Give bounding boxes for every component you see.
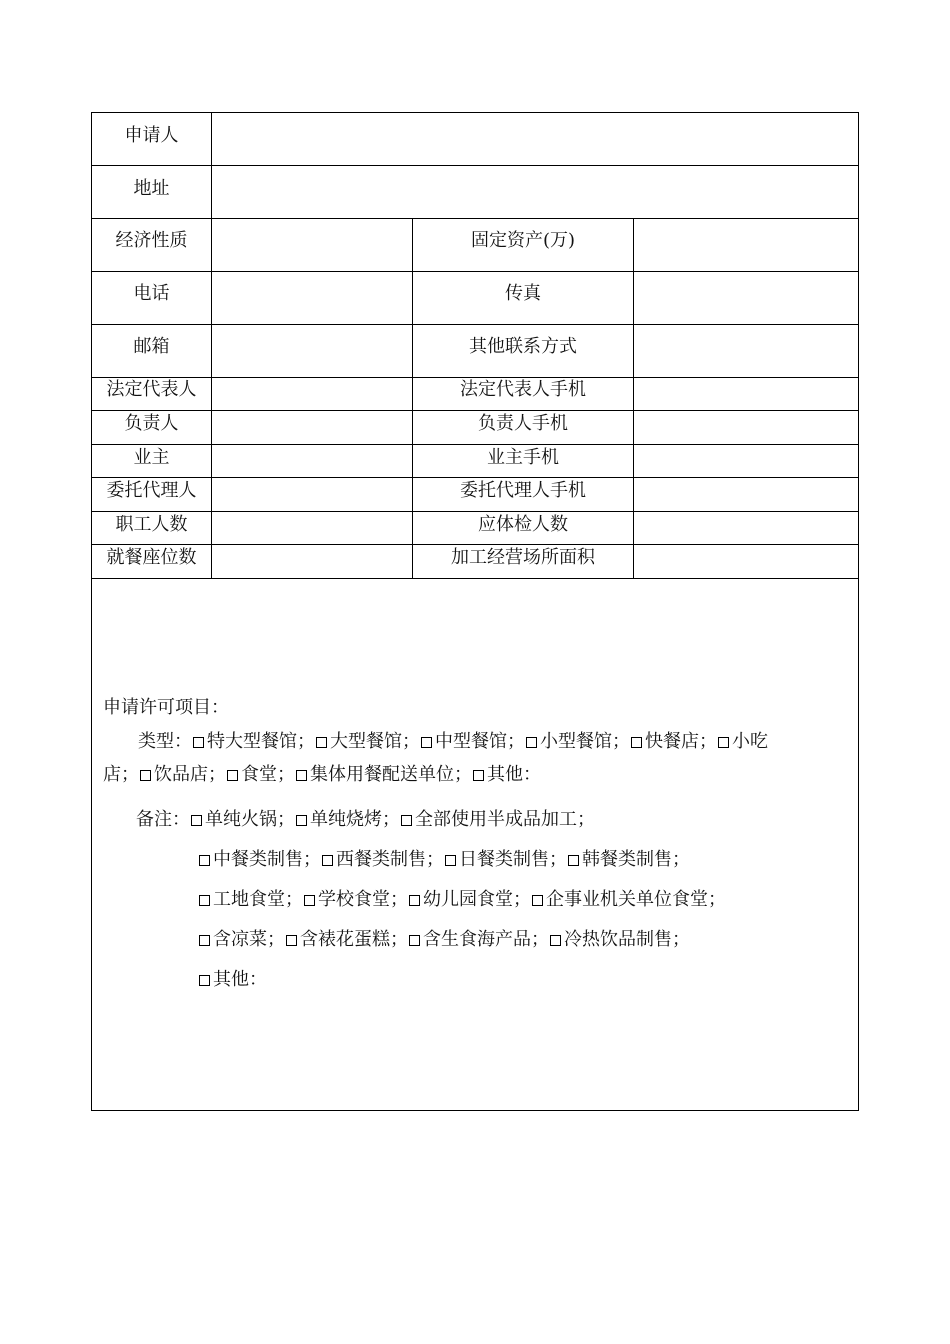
employees-field[interactable] <box>212 512 412 544</box>
checkbox-icon[interactable] <box>568 855 579 866</box>
checkbox-icon[interactable] <box>199 935 210 946</box>
checkbox-icon[interactable] <box>401 815 412 826</box>
checkbox-icon[interactable] <box>532 895 543 906</box>
checkbox-icon[interactable] <box>199 895 210 906</box>
seats-field[interactable] <box>212 545 412 578</box>
note-option[interactable]: 幼儿园食堂； <box>408 889 531 910</box>
type-option[interactable]: 小吃 <box>717 731 768 752</box>
note-option[interactable]: 冷热饮品制售； <box>549 929 690 950</box>
legal-rep-label: 法定代表人 <box>106 379 197 400</box>
phone-label: 电话 <box>133 283 170 304</box>
health-check-field[interactable] <box>634 512 858 544</box>
checkbox-icon[interactable] <box>199 855 210 866</box>
type-option[interactable]: 集体用餐配送单位； <box>295 764 472 785</box>
owner-phone-field[interactable] <box>634 445 858 477</box>
type-option[interactable]: 快餐店； <box>630 731 717 752</box>
address-label: 地址 <box>133 178 170 199</box>
applicant-label: 申请人 <box>124 125 179 146</box>
checkbox-icon[interactable] <box>316 737 327 748</box>
type-option[interactable]: 食堂； <box>226 764 295 785</box>
checkbox-icon[interactable] <box>631 737 642 748</box>
note-option[interactable]: 日餐类制售； <box>444 849 567 870</box>
legal-rep-phone-label: 法定代表人手机 <box>460 379 586 400</box>
person-in-charge-label: 负责人 <box>124 413 179 434</box>
agent-label: 委托代理人 <box>106 480 197 501</box>
checkbox-icon[interactable] <box>296 770 307 781</box>
other-contact-label: 其他联系方式 <box>469 336 577 357</box>
checkbox-icon[interactable] <box>445 855 456 866</box>
note-option[interactable]: 学校食堂； <box>303 889 408 910</box>
person-in-charge-phone-field[interactable] <box>634 411 858 444</box>
applicant-field[interactable] <box>212 113 858 165</box>
checkbox-icon[interactable] <box>421 737 432 748</box>
checkbox-icon[interactable] <box>409 895 420 906</box>
note-option[interactable]: 其他： <box>198 969 267 990</box>
license-items-title: 申请许可项目： <box>103 697 229 718</box>
fixed-assets-field[interactable] <box>634 219 858 271</box>
note-option[interactable]: 工地食堂； <box>198 889 303 910</box>
agent-field[interactable] <box>212 478 412 511</box>
person-in-charge-field[interactable] <box>212 411 412 444</box>
type-option[interactable]: 特大型餐馆； <box>192 731 315 752</box>
note-line-4 <box>198 930 690 950</box>
note-option[interactable]: 含裱花蛋糕； <box>285 929 408 950</box>
type-line-2: 店； 饮品店； 食堂； 集体用餐配送单位； 其他： <box>103 764 541 785</box>
type-option[interactable]: 大型餐馆； <box>315 731 420 752</box>
checkbox-icon[interactable] <box>199 975 210 986</box>
economic-nature-field[interactable] <box>212 219 412 271</box>
type-label: 类型： <box>138 731 192 752</box>
checkbox-icon[interactable] <box>526 737 537 748</box>
area-label: 加工经营场所面积 <box>451 547 595 568</box>
checkbox-icon[interactable] <box>193 737 204 748</box>
note-option[interactable]: 西餐类制售； <box>321 849 444 870</box>
agent-phone-label: 委托代理人手机 <box>460 480 586 501</box>
note-line-3 <box>198 890 726 910</box>
note-label: 备注： <box>136 809 190 830</box>
agent-phone-field[interactable] <box>634 478 858 511</box>
employees-label: 职工人数 <box>115 514 188 535</box>
email-label: 邮箱 <box>133 336 170 357</box>
checkbox-icon[interactable] <box>473 770 484 781</box>
fax-field[interactable] <box>634 272 858 324</box>
application-form <box>91 112 859 1111</box>
type-option[interactable]: 中型餐馆； <box>420 731 525 752</box>
type-option[interactable]: 其他： <box>472 764 541 785</box>
note-line-5 <box>198 970 267 990</box>
note-option[interactable]: 单纯烧烤； <box>295 809 400 830</box>
email-field[interactable] <box>212 325 412 377</box>
type-line-1 <box>138 732 768 752</box>
owner-label: 业主 <box>133 447 170 468</box>
checkbox-icon[interactable] <box>286 935 297 946</box>
note-option[interactable]: 含生食海产品； <box>408 929 549 950</box>
note-option[interactable]: 全部使用半成品加工； <box>400 809 595 830</box>
address-field[interactable] <box>212 166 858 218</box>
person-in-charge-phone-label: 负责人手机 <box>478 413 568 434</box>
fax-label: 传真 <box>505 283 541 304</box>
checkbox-icon[interactable] <box>304 895 315 906</box>
checkbox-icon[interactable] <box>140 770 151 781</box>
seats-label: 就餐座位数 <box>106 547 197 568</box>
note-option[interactable]: 中餐类制售； <box>198 849 321 870</box>
note-option[interactable]: 单纯火锅； <box>190 809 295 830</box>
checkbox-icon[interactable] <box>550 935 561 946</box>
area-field[interactable] <box>634 545 858 578</box>
note-line-2 <box>198 850 690 870</box>
owner-field[interactable] <box>212 445 412 477</box>
checkbox-icon[interactable] <box>227 770 238 781</box>
note-option[interactable]: 含凉菜； <box>198 929 285 950</box>
checkbox-icon[interactable] <box>322 855 333 866</box>
type-option[interactable]: 饮品店； <box>139 764 226 785</box>
phone-field[interactable] <box>212 272 412 324</box>
note-option[interactable]: 韩餐类制售； <box>567 849 690 870</box>
economic-nature-label: 经济性质 <box>115 230 188 251</box>
checkbox-icon[interactable] <box>718 737 729 748</box>
health-check-label: 应体检人数 <box>478 514 568 535</box>
legal-rep-field[interactable] <box>212 378 412 410</box>
checkbox-icon[interactable] <box>409 935 420 946</box>
fixed-assets-label: 固定资产(万) <box>470 230 576 251</box>
legal-rep-phone-field[interactable] <box>634 378 858 410</box>
checkbox-icon[interactable] <box>191 815 202 826</box>
note-option[interactable]: 企事业机关单位食堂； <box>531 889 726 910</box>
owner-phone-label: 业主手机 <box>487 447 559 468</box>
other-contact-field[interactable] <box>634 325 858 377</box>
note-line-1 <box>136 810 595 830</box>
checkbox-icon[interactable] <box>296 815 307 826</box>
type-option[interactable]: 小型餐馆； <box>525 731 630 752</box>
row-divider <box>92 578 858 579</box>
